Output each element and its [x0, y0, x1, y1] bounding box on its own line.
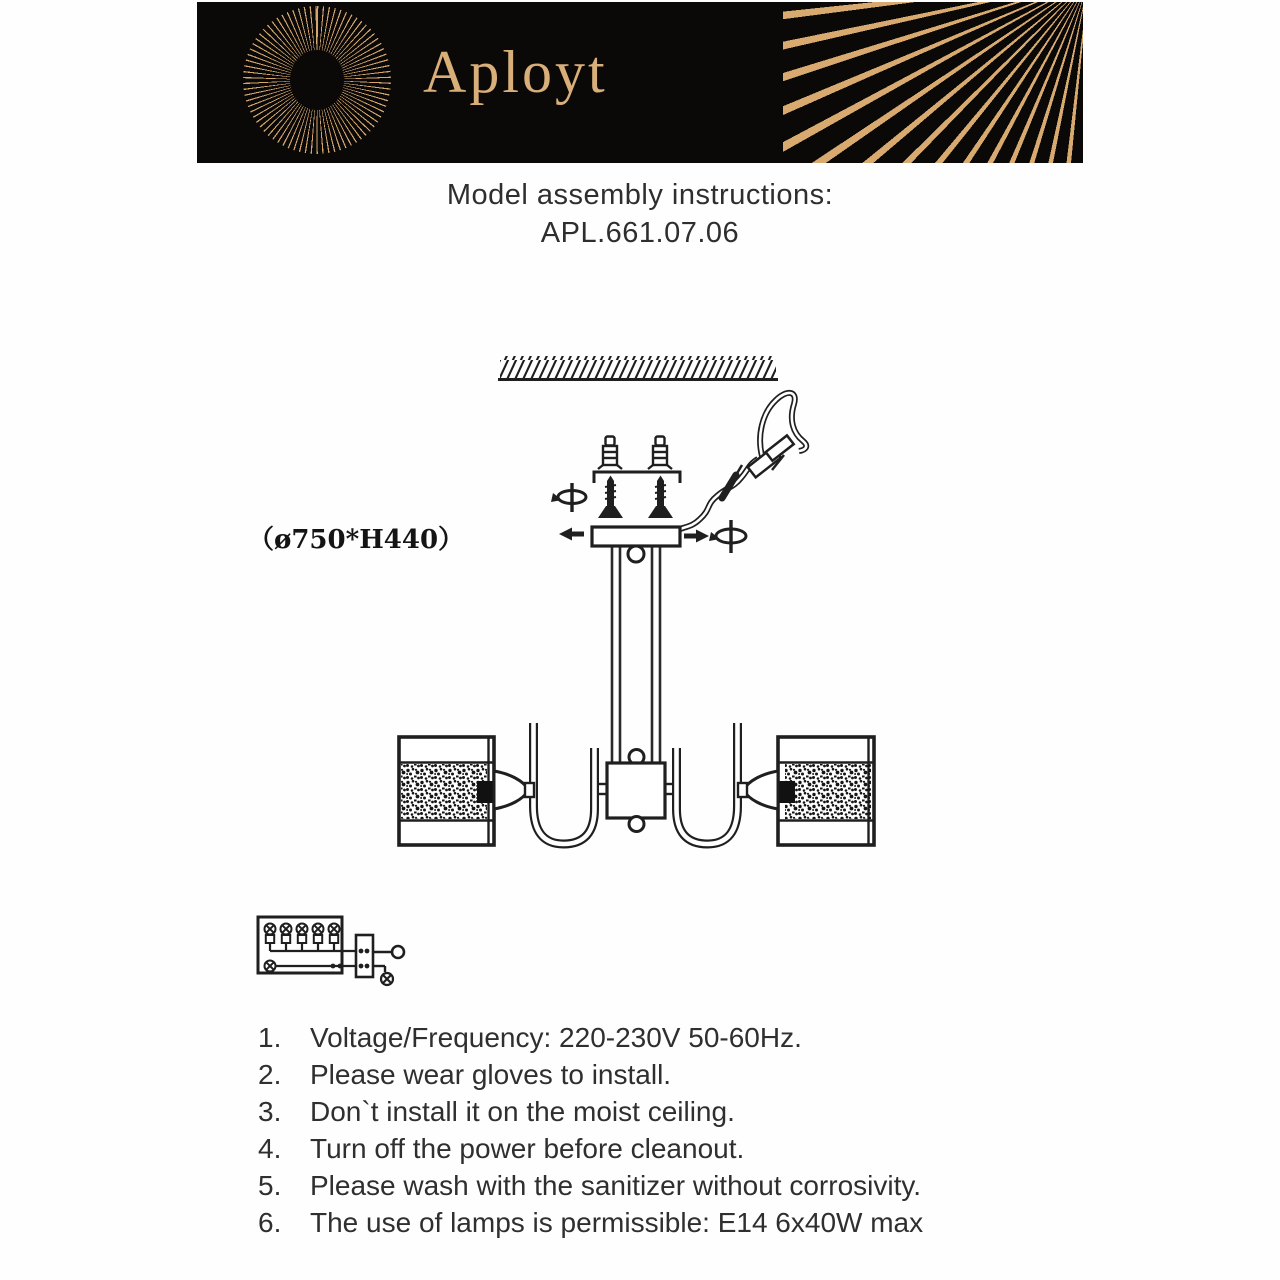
arrow-right-icon [684, 530, 709, 543]
bulb-socket-left [494, 771, 528, 809]
instruction-item [258, 1096, 1088, 1133]
ground-lamp-symbol [381, 973, 393, 985]
down-rods [612, 544, 660, 764]
instruction-text: Turn off the power before cleanout. [310, 1133, 745, 1164]
wall-anchor-icons [598, 437, 672, 470]
lamp-shade-right [738, 737, 874, 845]
instructions-list [258, 1022, 1088, 1244]
instruction-number: 4. [258, 1133, 282, 1164]
instruction-text: Please wash with the sanitizer without corrosivity. [310, 1170, 922, 1201]
instruction-item [258, 1059, 1088, 1096]
bulb-base-right [778, 781, 795, 803]
lamp-symbol [265, 961, 276, 972]
wiring-diagram [258, 917, 404, 985]
wire-connector [748, 435, 794, 477]
instruction-number: 2. [258, 1059, 282, 1090]
neutral-terminal-symbol [392, 946, 404, 958]
brand-name: Aployt [423, 39, 608, 105]
power-wire [668, 393, 806, 534]
instruction-item [258, 1022, 1088, 1059]
hub-bottom-finial [629, 817, 644, 832]
bulb-socket-right [744, 771, 778, 809]
model-number: APL.661.07.06 [540, 217, 740, 249]
instruction-text: The use of lamps is permissible: E14 6x40W max [310, 1207, 924, 1238]
bulb-base-left [477, 781, 494, 803]
mounting-bracket [594, 472, 680, 483]
lamp-shade-left [399, 737, 534, 845]
instruction-number: 5. [258, 1170, 282, 1201]
arrow-left-icon [559, 528, 584, 541]
instruction-text: Don`t install it on the moist ceiling. [310, 1096, 735, 1127]
center-hub [607, 763, 665, 818]
instruction-item [258, 1133, 1088, 1170]
ceiling-canopy [592, 527, 680, 546]
rotate-arrow-icon-left [551, 483, 586, 512]
terminal-block [356, 935, 373, 977]
rotate-arrow-icon-right [709, 520, 746, 553]
instruction-number: 6. [258, 1207, 282, 1238]
page-title: Model assembly instructions: [446, 179, 834, 211]
instruction-text: Please wear gloves to install. [310, 1059, 672, 1090]
instruction-item [258, 1170, 1088, 1207]
ceiling-hatch [498, 356, 778, 380]
canopy-screw-hole [628, 546, 644, 562]
instruction-text: Voltage/Frequency: 220-230V 50-60Hz. [310, 1022, 802, 1053]
instruction-item [258, 1207, 1088, 1244]
instruction-number: 1. [258, 1022, 282, 1053]
dimension-label: （ø750*H440） [248, 525, 465, 555]
instruction-number: 3. [258, 1096, 282, 1127]
screw-icons [598, 476, 673, 519]
